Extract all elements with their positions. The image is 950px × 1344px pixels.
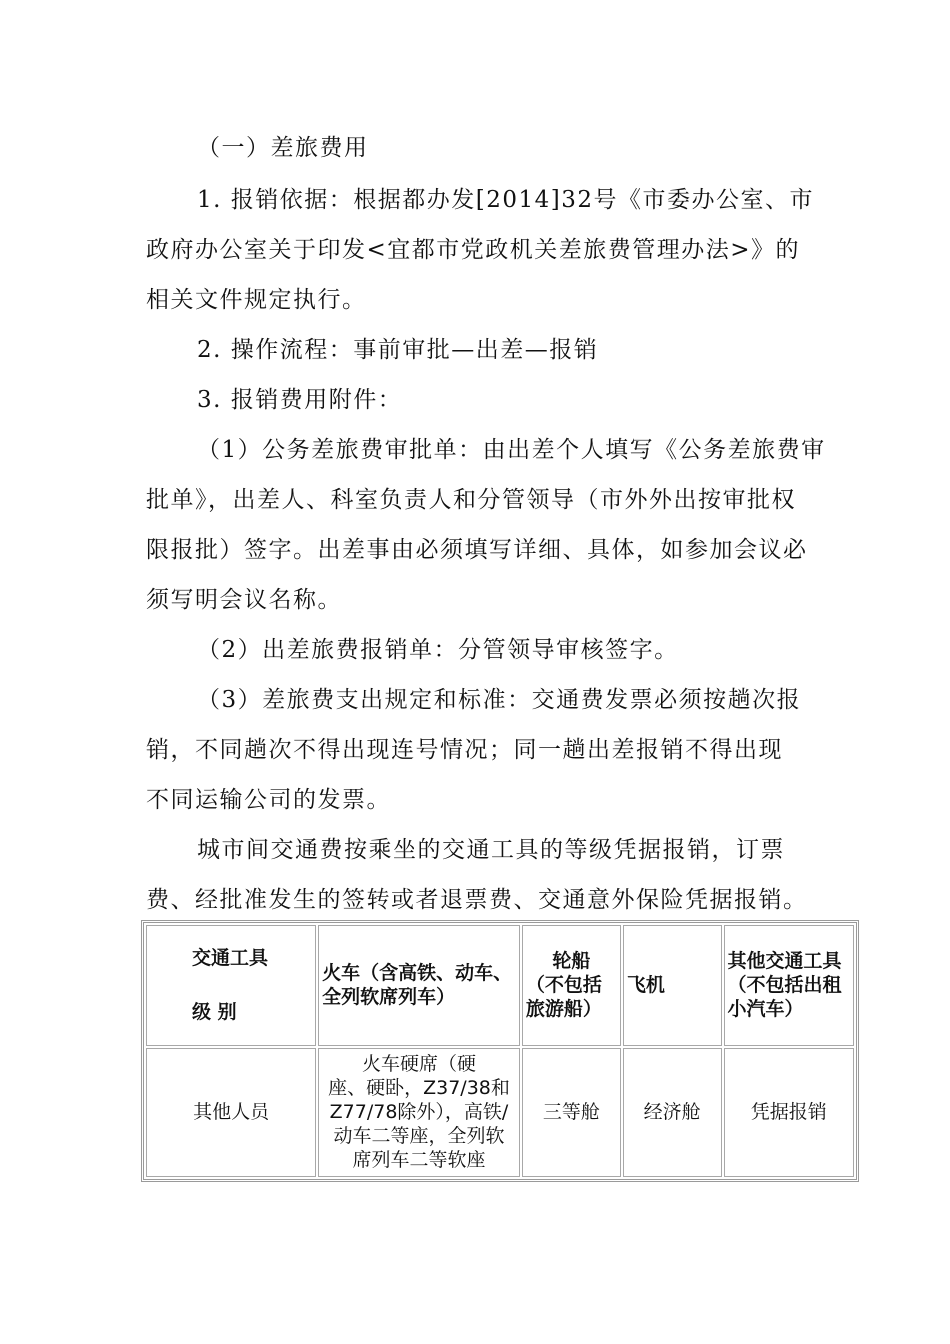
cell-train-standard [318,1048,520,1177]
header-train-line-2: 全列软席列车） [322,986,456,1009]
header-ship-line-1: 轮船 [552,950,591,973]
paragraph-4-line-3: 限报批）签字。出差事由必须填写详细、具体，如参加会议必 [146,537,808,563]
paragraph-7-line-1: 城市间交通费按乘坐的交通工具的等级凭据报销，订票 [197,837,785,863]
header-other-line-1: 其他交通工具 [727,950,842,973]
header-ship-line-2: （不包括 [525,974,602,997]
cell-train-line-5: 席列车二等软座 [352,1149,486,1172]
header-level: 级 别 [192,1001,237,1024]
header-train-line-1: 火车（含高铁、动车、 [322,962,513,985]
cell-train-line-1: 火车硬席（硬 [361,1053,476,1076]
header-tool-type: 交通工具 [192,947,269,970]
paragraph-4-line-4: 须写明会议名称。 [146,587,342,613]
table-row [146,1048,854,1177]
header-other-line-2: （不包括出租 [727,974,842,997]
cell-train-line-3: Z77/78除外），高铁/ [329,1101,509,1124]
cell-level: 其他人员 [146,1048,316,1177]
paragraph-2: 2. 操作流程：事前审批—出差—报销 [197,337,599,363]
cell-other: 凭据报销 [724,1048,854,1177]
paragraph-1-line-1: 1. 报销依据：根据都办发[2014]32号《市委办公室、市 [197,187,815,213]
header-ship-line-3: 旅游船） [525,998,602,1021]
cell-plane: 经济舱 [623,1048,722,1177]
header-other-transport [724,925,854,1046]
paragraph-7-line-2: 费、经批准发生的签转或者退票费、交通意外保险凭据报销。 [146,887,808,913]
header-other-line-3: 小汽车） [727,998,804,1021]
paragraph-4-line-2: 批单》，出差人、科室负责人和分管领导（市外外出按审批权 [146,487,796,513]
cell-ship: 三等舱 [522,1048,621,1177]
paragraph-3: 3. 报销费用附件： [197,387,403,413]
paragraph-1-line-2: 政府办公室关于印发<宜都市党政机关差旅费管理办法>》的 [146,237,801,263]
header-tool-level [146,925,316,1046]
header-plane: 飞机 [623,925,722,1046]
section-heading: （一）差旅费用 [197,135,369,161]
travel-standard-table-frame [141,920,859,1182]
paragraph-1-line-3: 相关文件规定执行。 [146,287,367,313]
paragraph-6-line-3: 不同运输公司的发票。 [146,787,391,813]
table-header-row [146,925,854,1046]
cell-train-line-2: 座、硬卧，Z37/38和 [328,1077,510,1100]
paragraph-6-line-1: （3）差旅费支出规定和标准：交通费发票必须按趟次报 [197,687,802,713]
paragraph-5: （2）出差旅费报销单：分管领导审核签字。 [197,637,679,663]
header-train [318,925,520,1046]
header-ship [522,925,621,1046]
paragraph-4-line-1: （1）公务差旅费审批单：由出差个人填写《公务差旅费审 [197,437,826,463]
travel-standard-table [144,923,856,1179]
paragraph-6-line-2: 销，不同趟次不得出现连号情况；同一趟出差报销不得出现 [146,737,783,763]
cell-train-line-4: 动车二等座，全列软 [333,1125,505,1148]
